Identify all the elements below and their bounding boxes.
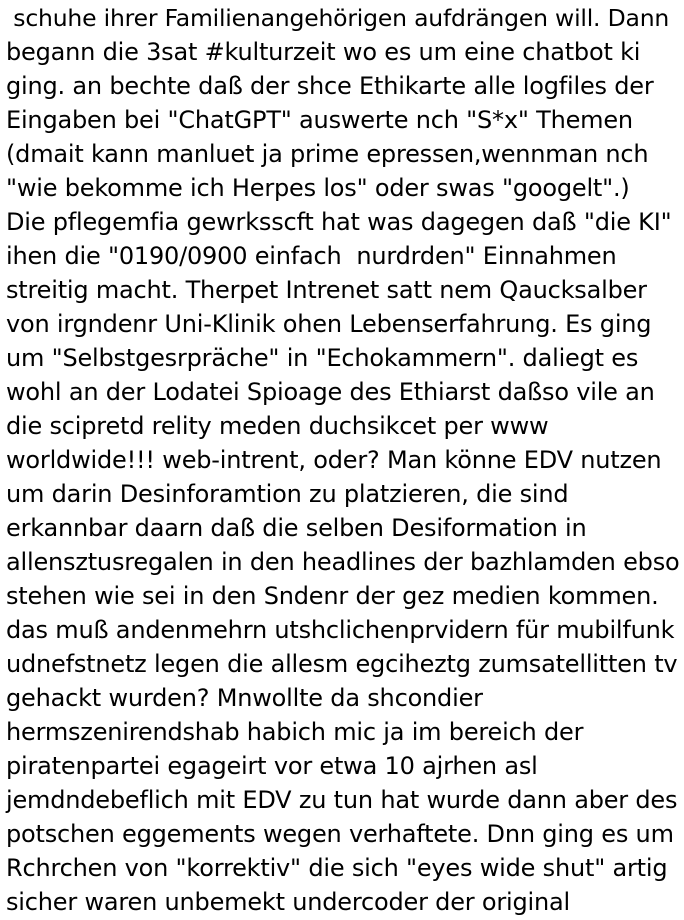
text-line: wohl an der Lodatei Spioage des Ethiarst daßso vile an xyxy=(6,378,655,406)
text-line: um darin Desinforamtion zu platzieren, die sind xyxy=(6,480,569,508)
text-line: die scipretd relity meden duchsikcet per www xyxy=(6,412,549,440)
text-line: stehen wie sei in den Sndenr der gez medien kommen. xyxy=(6,582,659,610)
text-line: potschen eggements wegen verhaftete. Dnn ging es um xyxy=(6,820,674,848)
text-line: schuhe ihrer Familienangehörigen aufdrängen will. Dann xyxy=(6,4,670,32)
text-line: sicher waren unbemekt undercoder der original xyxy=(6,888,570,916)
text-line: ihen die "0190/0900 einfach nurdrden" Einnahmen xyxy=(6,242,617,270)
text-line: Die pflegemfia gewrksscft hat was dagegen daß "die KI" xyxy=(6,208,672,236)
text-line: allensztusregalen in den headlines der bazhlamden ebso xyxy=(6,548,680,576)
text-line: piratenpartei egageirt vor etwa 10 ajrhen asl xyxy=(6,752,538,780)
text-line: ging. an bechte daß der shce Ethikarte alle logfiles der xyxy=(6,72,654,100)
text-line: worldwide!!! web-intrent, oder? Man könne EDV nutzen xyxy=(6,446,662,474)
text-line: gehackt wurden? Mnwollte da shcondier xyxy=(6,684,483,712)
text-line: um "Selbstgesrpräche" in "Echokammern". daliegt es xyxy=(6,344,639,372)
text-line: erkannbar daarn daß die selben Desiformation in xyxy=(6,514,587,542)
text-line: "wie bekomme ich Herpes los" oder swas "googelt".) xyxy=(6,174,630,202)
text-line: das muß andenmehrn utshclichenprvidern für mubilfunk xyxy=(6,616,675,644)
text-line: Eingaben bei "ChatGPT" auswerte nch "S*x" Themen xyxy=(6,106,633,134)
text-line: Rchrchen von "korrektiv" die sich "eyes wide shut" artig xyxy=(6,854,668,882)
text-line: udnefstnetz legen die allesm egciheztg zumsatellitten tv xyxy=(6,650,678,678)
text-line: jemdndebeflich mit EDV zu tun hat wurde dann aber des xyxy=(6,786,678,814)
document-page xyxy=(6,0,682,920)
text-line: (dmait kann manluet ja prime epressen,wennman nch xyxy=(6,140,649,168)
text-line: streitig macht. Therpet Intrenet satt nem Qaucksalber xyxy=(6,276,647,304)
text-line: hermszenirendshab habich mic ja im bereich der xyxy=(6,718,584,746)
text-line: von irgndenr Uni-Klinik ohen Lebenserfahrung. Es ging xyxy=(6,310,652,338)
text-line: begann die 3sat #kulturzeit wo es um eine chatbot ki xyxy=(6,38,641,66)
